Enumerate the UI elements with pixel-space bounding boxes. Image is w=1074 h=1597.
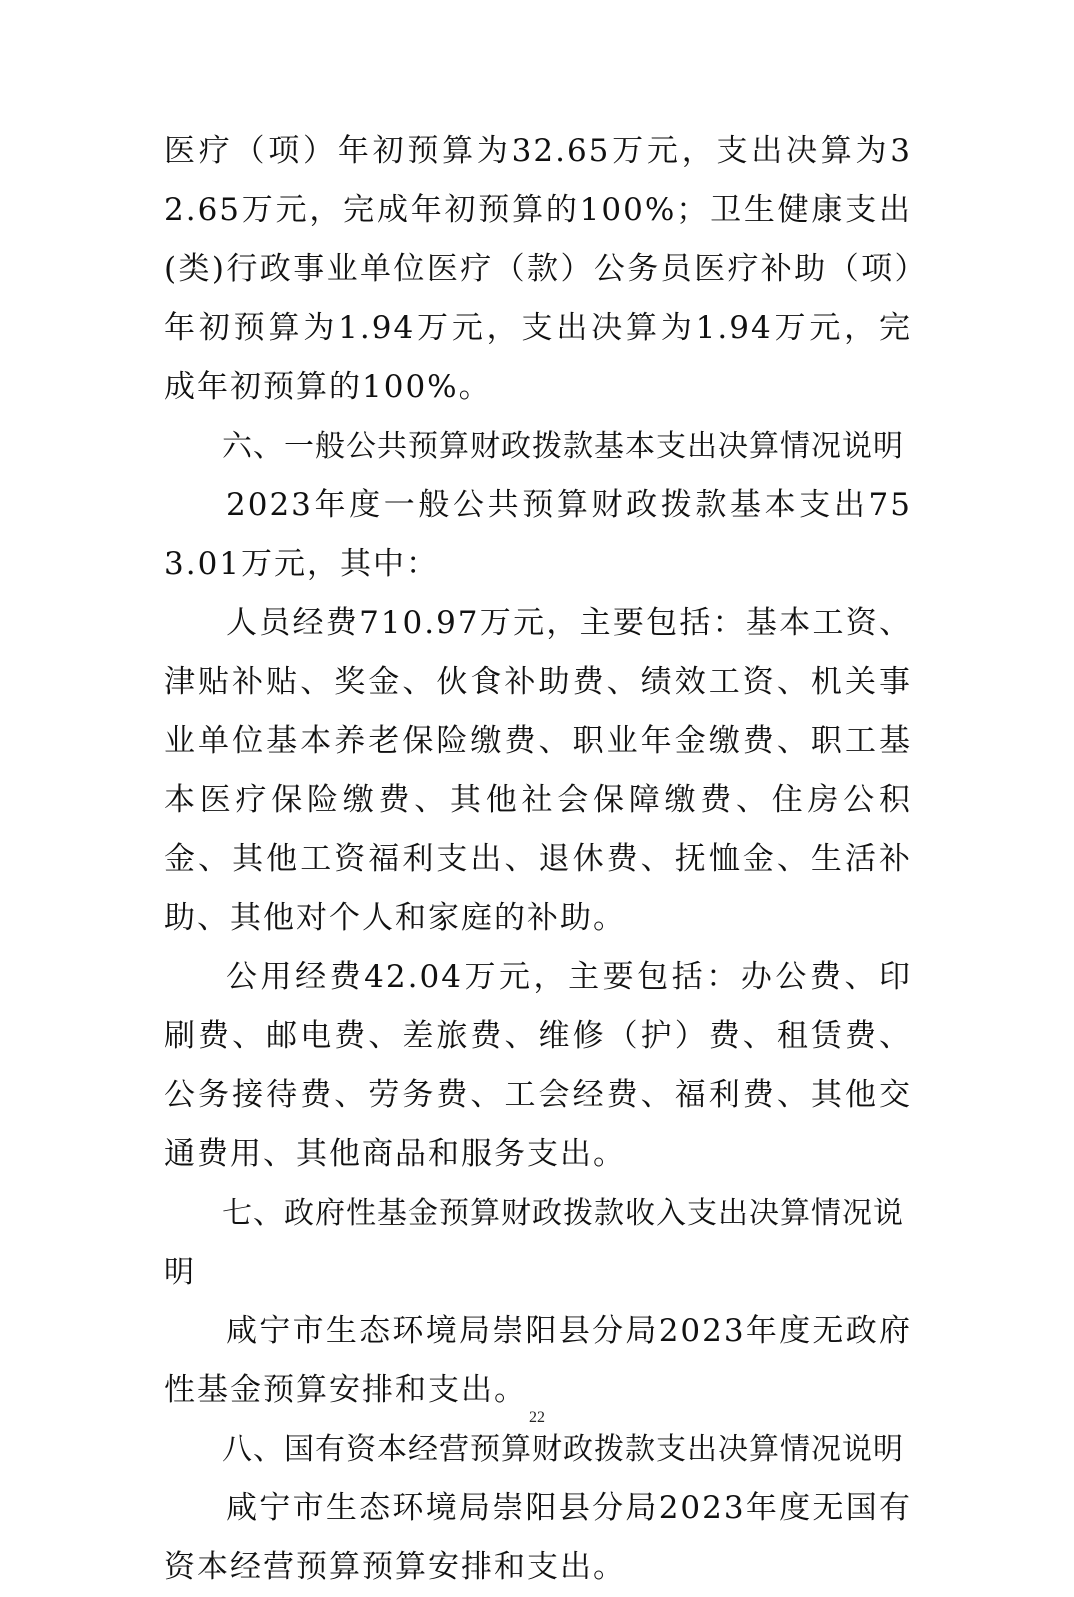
paragraph-personnel-expenses: 人员经费710.97万元，主要包括：基本工资、津贴补贴、奖金、伙食补助费、绩效工资、机关事业单位基本养老保险缴费、职业年金缴费、职工基本医疗保险缴费、其他社会保障缴费、住房公积金、其他工资福利支出、退休费、抚恤金、生活补助、其他对个人和家庭的补助。	[164, 605, 912, 936]
paragraph-medical-continuation: 医疗（项）年初预算为32.65万元，支出决算为32.65万元，完成年初预算的100%；卫生健康支出(类)行政事业单位医疗（款）公务员医疗补助（项）年初预算为1.94万元，支出决算为1.94万元，完成年初预算的100%。	[164, 133, 912, 405]
paragraph-public-expenses: 公用经费42.04万元，主要包括：办公费、印刷费、邮电费、差旅费、维修（护）费、租赁费、公务接待费、劳务费、工会经费、福利费、其他交通费用、其他商品和服务支出。	[164, 959, 912, 1172]
section-heading-state-capital: 八、国有资本经营预算财政拨款支出决算情况说明	[222, 1432, 904, 1467]
paragraph-government-fund: 咸宁市生态环境局崇阳县分局2023年度无政府性基金预算安排和支出。	[164, 1313, 913, 1408]
page-number: 22	[529, 1409, 545, 1426]
paragraph-basic-expenditure-total: 2023年度一般公共预算财政拨款基本支出753.01万元，其中：	[164, 487, 912, 582]
section-heading-basic-expenditure: 六、一般公共预算财政拨款基本支出决算情况说明	[222, 429, 904, 464]
paragraph-state-capital: 咸宁市生态环境局崇阳县分局2023年度无国有资本经营预算预算安排和支出。	[164, 1490, 913, 1585]
section-heading-government-fund: 七、政府性基金预算财政拨款收入支出决算情况说明	[164, 1196, 904, 1290]
document-body	[164, 122, 912, 1597]
